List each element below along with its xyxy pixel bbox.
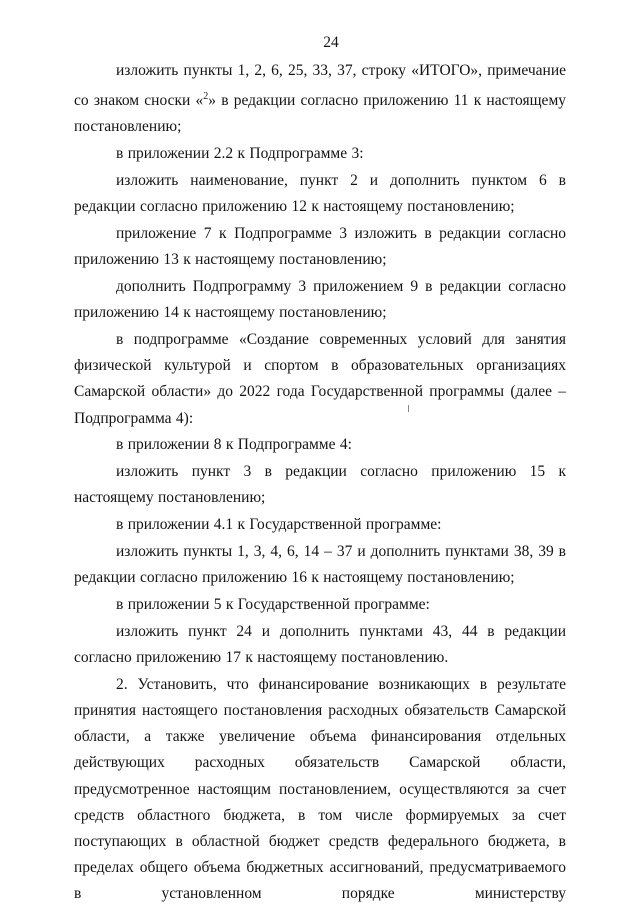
paragraph-2: в приложении 2.2 к Подпрограмме 3: (116, 145, 364, 163)
paragraph-8: изложить пункт 3 в редакции согласно приложению 15 к настоящему постановлению; (74, 463, 566, 507)
paragraph-1-after: » в редакции согласно приложению 11 к настоящему постановлению; (74, 92, 566, 136)
paragraph-12: изложить пункт 24 и дополнить пунктами 43, 44 в редакции согласно приложению 17 к настоящему постановлению. (74, 622, 566, 666)
scan-mark (408, 405, 409, 412)
paragraph-7: в приложении 8 к Подпрограмме 4: (116, 436, 352, 454)
paragraph-4: приложение 7 к Подпрограмме 3 изложить в редакции согласно приложению 13 к настоящему постановлению; (74, 225, 566, 269)
paragraph-1 (74, 58, 566, 141)
paragraph-10: изложить пункты 1, 3, 4, 6, 14 – 37 и дополнить пунктами 38, 39 в редакции согласно приложению 16 к настоящему постановлению; (74, 543, 566, 587)
paragraph-13: 2. Установить, что финансирование возникающих в результате принятия настоящего постановления расходных обязательств Самарской области, а также увеличение объема финансирования отдельных действующих расходных обязательств Самарской области, предусмотренное настоящим постановлением, осуществляются за счет средств областного бюджета, в том числе формируемых за счет поступающих в областной бюджет средств федерального бюджета, в пределах общего объема бюджетных ассигнований, предусматриваемого в установленном порядке министерству (74, 675, 566, 903)
footnote-mark: 2 (203, 91, 209, 103)
paragraph-11: в приложении 5 к Государственной программе: (116, 596, 430, 613)
paragraph-6: в подпрограмме «Создание современных условий для занятия физической культурой и спортом в образовательных организациях Самарской области» до 2022 года Государственной программы (далее – Подпрограмма 4): (74, 331, 566, 427)
paragraph-1-before: изложить пункты 1, 2, 6, 25, 33, 37, строку «ИТОГО», примечание со знаком сноски « (74, 62, 566, 110)
page-number: 24 (323, 34, 339, 51)
paragraph-3: изложить наименование, пункт 2 и дополнить пунктом 6 в редакции согласно приложению 12 к настоящему постановлению; (74, 172, 566, 216)
paragraph-9: в приложении 4.1 к Государственной программе: (116, 516, 442, 534)
paragraph-5: дополнить Подпрограмму 3 приложением 9 в редакции согласно приложению 14 к настоящему постановлению; (74, 278, 566, 322)
